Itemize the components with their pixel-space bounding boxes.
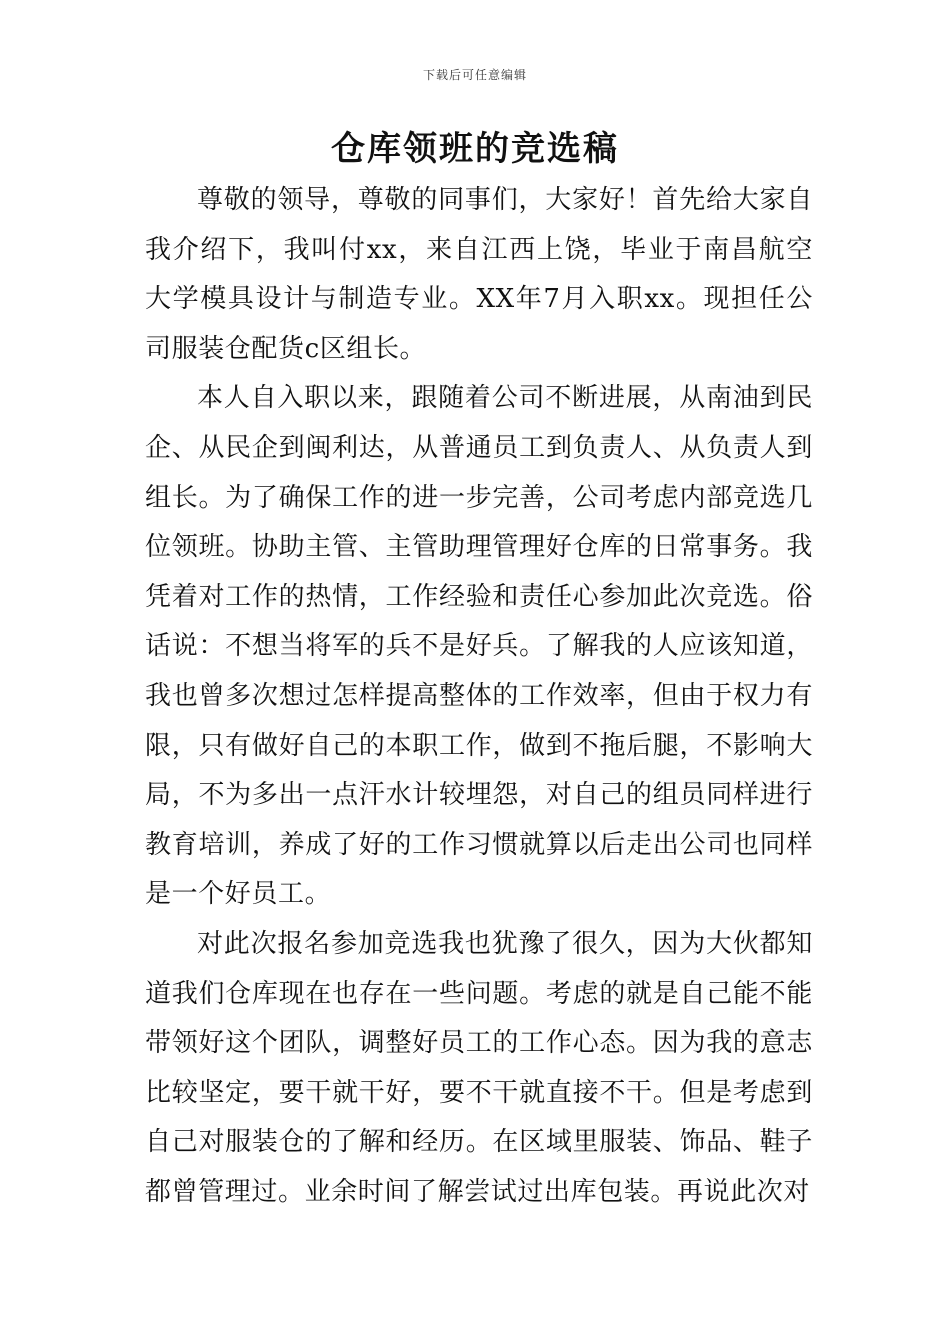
header-note: 下载后可任意编辑: [422, 68, 527, 82]
paragraph-1: 尊敬的领导，尊敬的同事们，大家好！首先给大家自我介绍下，我叫付xx，来自江西上饶，毕业于南昌航空大学模具设计与制造专业。XX年7月入职xx。现担任公司服装仓配货c区组长。: [145, 185, 813, 364]
paragraph-2: 本人自入职以来，跟随着公司不断进展，从南油到民企、从民企到闽利达，从普通员工到负责人、从负责人到组长。为了确保工作的进一步完善，公司考虑内部竞选几位领班。协助主管、主管助理管理好仓库的日常事务。我凭着对工作的热情，工作经验和责任心参加此次竞选。俗话说：不想当将军的兵不是好兵。了解我的人应该知道，我也曾多次想过怎样提高整体的工作效率，但由于权力有限，只有做好自己的本职工作，做到不拖后腿，不影响大局，不为多出一点汗水计较埋怨，对自己的组员同样进行教育培训，养成了好的工作习惯就算以后走出公司也同样是一个好员工。: [145, 383, 813, 910]
paragraph-3: 对此次报名参加竞选我也犹豫了很久，因为大伙都知道我们仓库现在也存在一些问题。考虑的就是自己能不能带领好这个团队，调整好员工的工作心态。因为我的意志比较坚定，要干就干好，要不干就直接不干。但是考虑到自己对服装仓的了解和经历。在区域里服装、饰品、鞋子都曾管理过。业余时间了解尝试过出库包装。再说此次对: [145, 928, 813, 1207]
document-body: [145, 176, 813, 1217]
document-title: 仓库领班的竞选稿: [331, 129, 619, 169]
